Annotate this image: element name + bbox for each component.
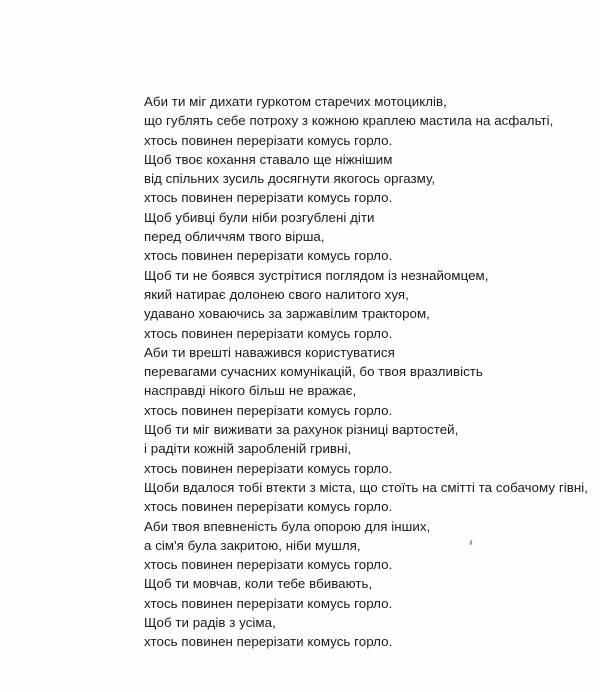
poem-line: удавано ховаючись за заржавілим трактором,: [144, 306, 430, 322]
poem-line: насправді нікого більш не вражає,: [144, 383, 357, 399]
poem-line: Щоб ти міг виживати за рахунок різниці вартостей,: [144, 422, 459, 438]
poem-line: Щоб ти мовчав, коли тебе вбивають,: [144, 576, 373, 592]
poem-line: хтось повинен перерізати комусь горло.: [144, 325, 393, 341]
poem-line: перевагами сучасних комунікацій, бо твоя вразливість: [144, 364, 483, 380]
poem-line: який натирає долонею свого налитого хуя,: [144, 286, 409, 302]
poem-line: перед обличчям твого вірша,: [144, 229, 325, 245]
poem-line: хтось повинен перерізати комусь горло.: [144, 248, 393, 264]
poem-line: і радіти кожній заробленій гривні,: [144, 441, 352, 457]
poem-line: Аби твоя впевненість була опорою для інших,: [144, 518, 431, 534]
poem-line: Щоб убивці були ніби розгублені діти: [144, 209, 375, 225]
poem-line: хтось повинен перерізати комусь горло.: [144, 460, 393, 476]
poem-line: хтось повинен перерізати комусь горло.: [144, 557, 393, 573]
poem-line: Щоб ти не боявся зустрітися поглядом із незнайомцем,: [144, 267, 489, 283]
poem-line: Щоб твоє кохання ставало ще ніжнішим: [144, 151, 393, 167]
poem-line: Щоби вдалося тобі втекти з міста, що стоїть на смітті та собачому гівні,: [144, 479, 588, 495]
poem-line: Аби ти міг дихати гуркотом старечих мотоциклів,: [144, 94, 447, 109]
poem-line: хтось повинен перерізати комусь горло.: [144, 132, 393, 148]
poem-line: хтось повинен перерізати комусь горло.: [144, 190, 393, 206]
poem-line: що гублять себе потроху з кожною краплею мастила на асфальті,: [144, 113, 554, 129]
poem-line: хтось повинен перерізати комусь горло.: [144, 634, 393, 650]
poem-line: хтось повинен перерізати комусь горло.: [144, 402, 393, 418]
poem-line: Щоб ти радів з усіма,: [144, 615, 276, 631]
poem-line: хтось повинен перерізати комусь горло.: [144, 595, 393, 611]
poem-line: хтось повинен перерізати комусь горло.: [144, 499, 393, 515]
poem-line: Аби ти врешті наважився користуватися: [144, 344, 395, 360]
poem-text: [144, 92, 588, 652]
poem-line: від спільних зусиль досягнути якогось оргазму,: [144, 171, 436, 187]
poem-line: а сім'я була закритою, ніби мушля,: [144, 537, 361, 553]
